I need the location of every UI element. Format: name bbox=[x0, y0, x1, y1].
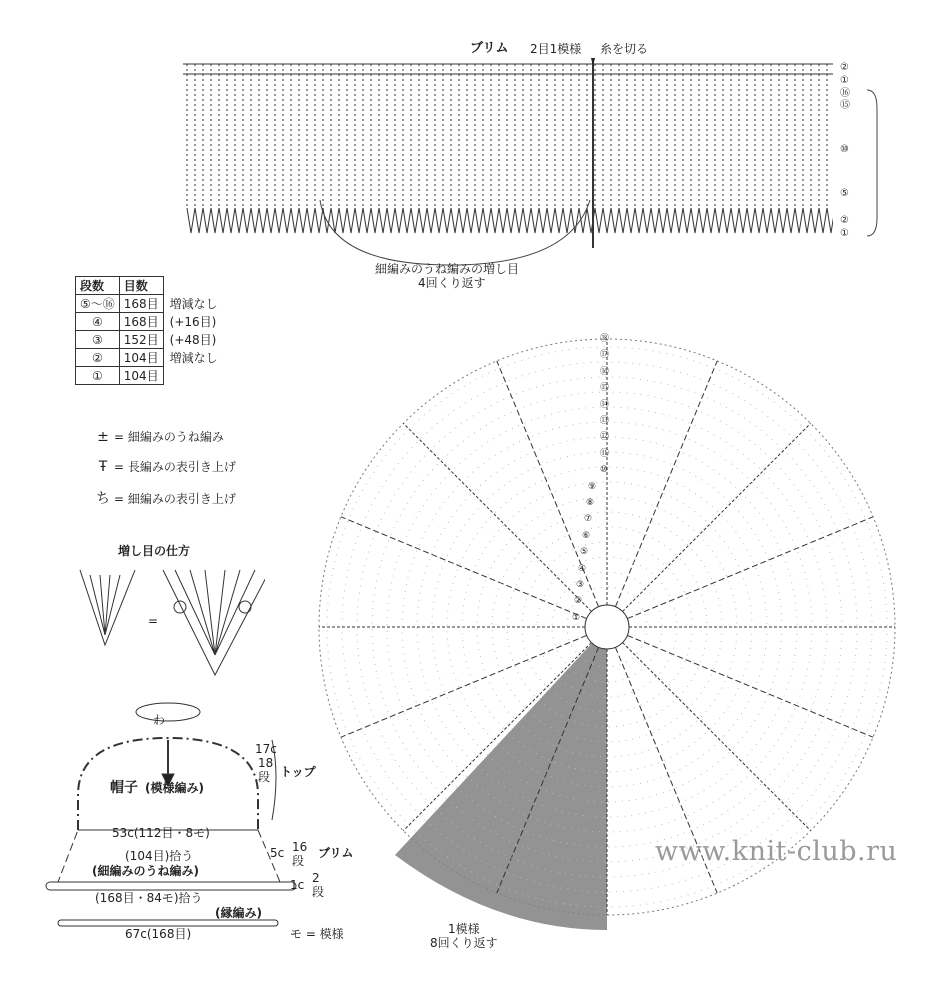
brim-edge-stitch bbox=[747, 208, 755, 233]
brim-edge-stitch bbox=[275, 208, 283, 233]
brim-edge-stitch bbox=[827, 208, 833, 233]
row-range: ⑤〜⑯ bbox=[76, 295, 120, 313]
repeat-count-label: 8回くり返す bbox=[430, 936, 498, 950]
brim-rows-unit: 段 bbox=[292, 854, 305, 868]
stitch-count: 168目 bbox=[119, 295, 163, 313]
brim-edge-stitch bbox=[635, 208, 643, 233]
repeat-note: 4回くり返す bbox=[418, 276, 486, 290]
table-row bbox=[76, 313, 223, 331]
round-number-label: ⑬ bbox=[600, 416, 610, 426]
brim-edge-stitch bbox=[683, 208, 691, 233]
row-range: ② bbox=[76, 349, 120, 367]
chart-spoke bbox=[627, 517, 873, 619]
brim-edge-stitch bbox=[603, 208, 611, 233]
row-range: ④ bbox=[76, 313, 120, 331]
table-header: 段数 bbox=[76, 277, 120, 295]
edge-pickup-label: (168目・84モ)拾う bbox=[95, 891, 203, 905]
brim-edge-stitch bbox=[811, 208, 819, 233]
brim-edge-stitch bbox=[219, 208, 227, 233]
hat-schematic bbox=[40, 700, 360, 945]
stitch-count-table bbox=[75, 276, 223, 385]
increase-method-title: 増し目の仕方 bbox=[118, 544, 191, 558]
change-note: 増減なし bbox=[169, 351, 218, 365]
round-number-label: ⑦ bbox=[584, 514, 593, 525]
brim-edge-stitch bbox=[763, 208, 771, 233]
equals-sign: = bbox=[148, 614, 159, 628]
brim-edge-stitch bbox=[771, 208, 779, 233]
round-number-label: ⑮ bbox=[600, 383, 610, 394]
brim-edge-stitch bbox=[627, 208, 635, 233]
brim-edge-stitch bbox=[187, 208, 195, 233]
round-number-label: ⑫ bbox=[600, 432, 610, 443]
brim-round-label: ⑩ bbox=[840, 144, 849, 155]
hat-body-sub: (模様編み) bbox=[145, 781, 204, 795]
table-row bbox=[76, 331, 223, 349]
hat-body-label: 帽子 bbox=[110, 780, 138, 796]
round-number-label: ③ bbox=[576, 580, 585, 590]
table-row bbox=[76, 367, 223, 385]
brim-label: ブリム bbox=[318, 846, 354, 860]
brim-edge-stitch bbox=[211, 208, 219, 233]
brim-edge-stitch bbox=[611, 208, 619, 233]
row-range: ③ bbox=[76, 331, 120, 349]
round-number-label: ⑩ bbox=[600, 465, 609, 476]
change-note: 増減なし bbox=[169, 297, 218, 311]
edge-dimension: 1c bbox=[290, 878, 305, 892]
round-number-label: ① bbox=[572, 612, 581, 623]
brim-edge-stitch bbox=[643, 208, 651, 233]
top-rows-number: 18 bbox=[258, 756, 274, 770]
brim-edge-stitch bbox=[619, 208, 627, 233]
round-number-label: ④ bbox=[578, 563, 587, 574]
brim-edge-stitch bbox=[803, 208, 811, 233]
change-note bbox=[163, 367, 222, 385]
brim-edge-stitch bbox=[691, 208, 699, 233]
bottom-circumference: 67c(168目) bbox=[125, 927, 192, 941]
legend-item: Ŧ = 長編みの表引き上げ bbox=[92, 458, 236, 475]
brim-round-label: ② bbox=[840, 215, 849, 226]
brim-edge-stitch bbox=[283, 208, 291, 233]
front-post-dc-symbol-icon: Ŧ bbox=[98, 459, 108, 475]
stitch-count: 168目 bbox=[119, 313, 163, 331]
brim-round-label: ② bbox=[840, 62, 849, 73]
brim-edge-stitch bbox=[819, 208, 827, 233]
chart-spoke bbox=[403, 423, 591, 611]
round-number-label: ⑤ bbox=[580, 547, 589, 558]
table-row bbox=[76, 295, 223, 313]
brim-round-label: ⑮ bbox=[840, 100, 850, 111]
legend-item: ち = 細編みの表引き上げ bbox=[92, 488, 236, 508]
brim-edge-stitch bbox=[723, 208, 731, 233]
brim-edge-stitch bbox=[243, 208, 251, 233]
pattern-repeat-label: 2目1模様 bbox=[530, 42, 582, 56]
stitch-count: 152目 bbox=[119, 331, 163, 349]
brim-edge-stitch bbox=[259, 208, 267, 233]
brim-round-label: ⑯ bbox=[840, 88, 850, 99]
brim-round-label: ① bbox=[840, 228, 849, 239]
brim-edge-stitch bbox=[235, 208, 243, 233]
round-number-label: ② bbox=[574, 596, 583, 607]
pickup-label: (104目)拾う bbox=[125, 849, 194, 863]
round-number-label: ⑪ bbox=[600, 448, 610, 459]
increase-note: 細編みのうね編みの増し目 bbox=[375, 262, 520, 276]
increase-method-diagram bbox=[75, 565, 265, 685]
edge-stitch-label: (縁編み) bbox=[215, 906, 262, 920]
row-range: ① bbox=[76, 367, 120, 385]
edge-rows-number: 2 bbox=[312, 871, 320, 885]
brim-round-label: ① bbox=[840, 75, 849, 86]
brim-edge-stitch bbox=[291, 208, 299, 233]
stitch-count: 104目 bbox=[119, 367, 163, 385]
circumference-label: 53c(112目・8モ) bbox=[112, 826, 210, 840]
brim-edge-stitch bbox=[203, 208, 211, 233]
round-number-label: ⑰ bbox=[600, 350, 610, 361]
brim-edge-stitch bbox=[787, 208, 795, 233]
round-number-label: ⑨ bbox=[588, 481, 597, 492]
chart-spoke bbox=[623, 423, 811, 611]
round-number-label: ⑯ bbox=[600, 366, 610, 377]
change-note: (+48目) bbox=[169, 333, 217, 347]
top-dimension: 17c bbox=[255, 742, 277, 756]
brim-edge-stitch bbox=[667, 208, 675, 233]
brim-edge-stitch bbox=[251, 208, 259, 233]
brim-edge-stitch bbox=[795, 208, 803, 233]
brim-bracket bbox=[865, 88, 879, 238]
brim-edge-stitch bbox=[755, 208, 763, 233]
table-row bbox=[76, 349, 223, 367]
round-number-label: ⑥ bbox=[582, 530, 591, 541]
brim-title: ブリム bbox=[470, 41, 509, 56]
top-rows-unit: 段 bbox=[258, 770, 271, 784]
chart-spoke bbox=[341, 517, 587, 619]
brim-rows-number: 16 bbox=[292, 840, 308, 854]
brim-edge-stitch bbox=[715, 208, 723, 233]
repeat-unit-label: 1模様 bbox=[448, 922, 480, 936]
brim-edge-stitch bbox=[267, 208, 275, 233]
round-number-label: ⑭ bbox=[600, 399, 610, 410]
watermark: www.knit-club.ru bbox=[655, 836, 898, 867]
front-post-sc-symbol-icon: ち bbox=[96, 491, 110, 507]
brim-edge-stitch bbox=[731, 208, 739, 233]
brim-edge-stitch bbox=[675, 208, 683, 233]
brim-dimension: 5c bbox=[270, 846, 285, 860]
brim-edge-stitch bbox=[659, 208, 667, 233]
cut-yarn-label: 糸を切る bbox=[600, 42, 649, 56]
chart-spoke bbox=[615, 361, 717, 607]
round-number-label: ⑧ bbox=[586, 498, 595, 508]
brim-edge-stitch bbox=[707, 208, 715, 233]
back-loop-sc-symbol-icon: ± bbox=[97, 429, 109, 445]
ring-label: わ bbox=[153, 713, 166, 727]
table-header: 目数 bbox=[119, 277, 163, 295]
brim-edge-stitch bbox=[651, 208, 659, 233]
brim-edge-stitch bbox=[195, 208, 203, 233]
top-label: トップ bbox=[280, 765, 316, 779]
chart-spoke bbox=[623, 643, 811, 831]
round-number-label: ⑱ bbox=[600, 334, 610, 344]
brim-increase-arc bbox=[300, 195, 600, 270]
motif-note: モ = 模様 bbox=[290, 927, 344, 941]
stitch-count: 104目 bbox=[119, 349, 163, 367]
brim-edge-stitch bbox=[779, 208, 787, 233]
edge-rows-unit: 段 bbox=[312, 885, 325, 899]
brim-stitch-label: (細編みのうね編み) bbox=[92, 864, 199, 878]
brim-edge-stitch bbox=[227, 208, 235, 233]
brim-round-label: ⑤ bbox=[840, 188, 849, 199]
brim-edge-stitch bbox=[699, 208, 707, 233]
legend-item: ± = 細編みのうね編み bbox=[92, 428, 224, 445]
change-note: (+16目) bbox=[169, 315, 217, 329]
brim-edge-stitch bbox=[739, 208, 747, 233]
chart-spoke bbox=[627, 635, 873, 737]
